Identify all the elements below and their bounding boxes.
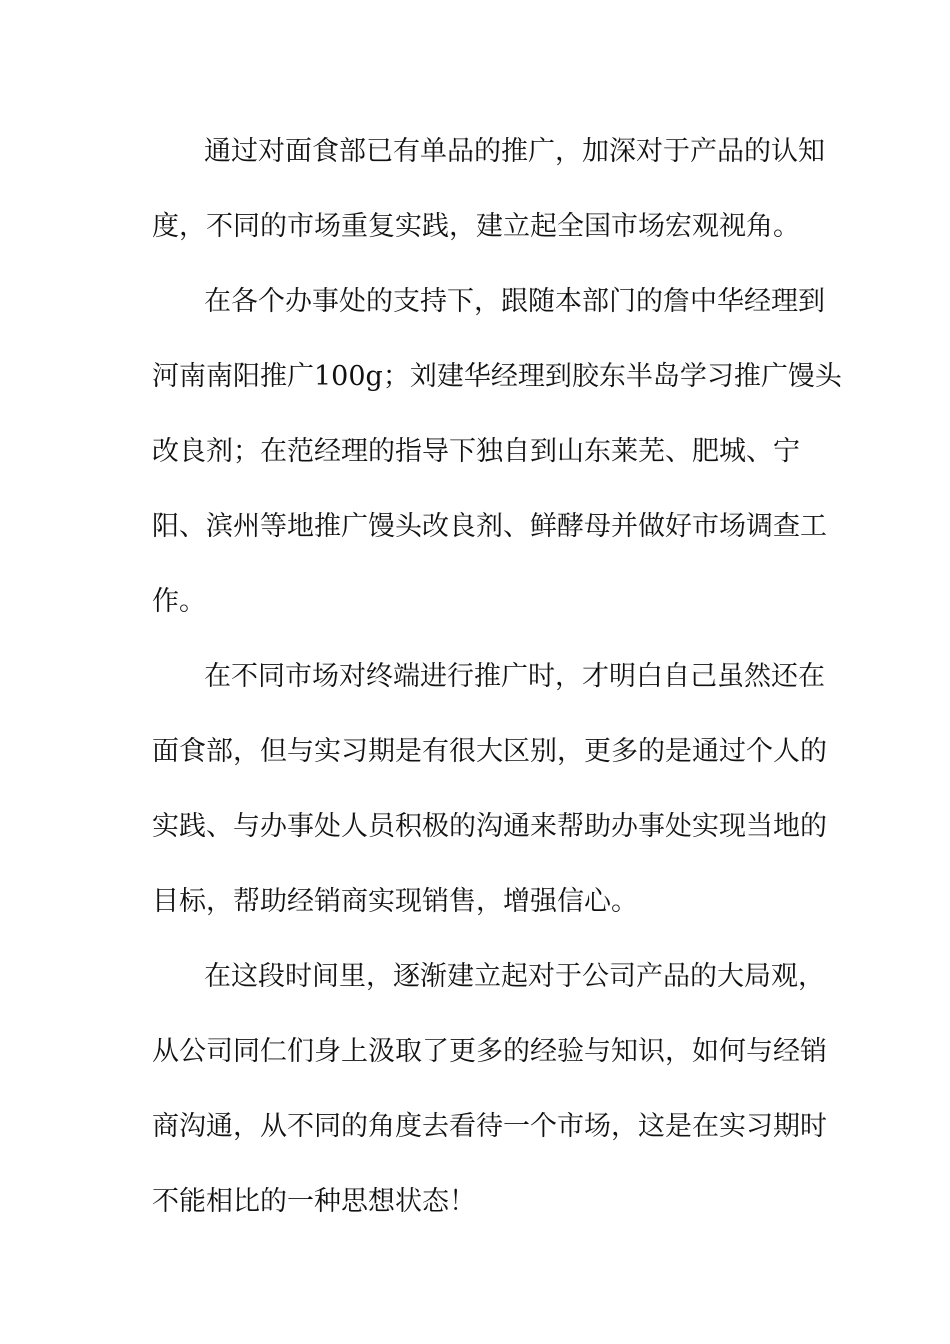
document-body — [152, 128, 842, 1253]
paragraph-line: 度，不同的市场重复实践，建立起全国市场宏观视角。 — [152, 211, 800, 242]
paragraph-4 — [152, 953, 827, 1253]
paragraph-line: 阳、滨州等地推广馒头改良剂、鲜酵母并做好市场调查工 — [152, 511, 827, 542]
paragraph-line: 在不同市场对终端进行推广时，才明白自己虽然还在 — [204, 661, 825, 692]
paragraph-line: 在这段时间里，逐渐建立起对于公司产品的大局观， — [204, 961, 825, 992]
paragraph-line: 河南南阳推广100g；刘建华经理到胶东半岛学习推广馒头 — [152, 361, 842, 392]
paragraph-line: 作。 — [152, 586, 206, 617]
paragraph-2 — [152, 278, 842, 653]
paragraph-line: 从公司同仁们身上汲取了更多的经验与知识，如何与经销 — [152, 1036, 827, 1067]
paragraph-line: 商沟通，从不同的角度去看待一个市场，这是在实习期时 — [152, 1111, 827, 1142]
paragraph-1 — [152, 128, 825, 278]
paragraph-line: 实践、与办事处人员积极的沟通来帮助办事处实现当地的 — [152, 811, 827, 842]
paragraph-line: 在各个办事处的支持下，跟随本部门的詹中华经理到 — [204, 286, 825, 317]
paragraph-3 — [152, 653, 827, 953]
paragraph-line: 通过对面食部已有单品的推广，加深对于产品的认知 — [204, 136, 825, 167]
paragraph-line: 目标，帮助经销商实现销售，增强信心。 — [152, 886, 638, 917]
paragraph-line: 不能相比的一种思想状态！ — [152, 1186, 476, 1217]
paragraph-line: 改良剂；在范经理的指导下独自到山东莱芜、肥城、宁 — [152, 436, 800, 467]
paragraph-line: 面食部，但与实习期是有很大区别，更多的是通过个人的 — [152, 736, 827, 767]
